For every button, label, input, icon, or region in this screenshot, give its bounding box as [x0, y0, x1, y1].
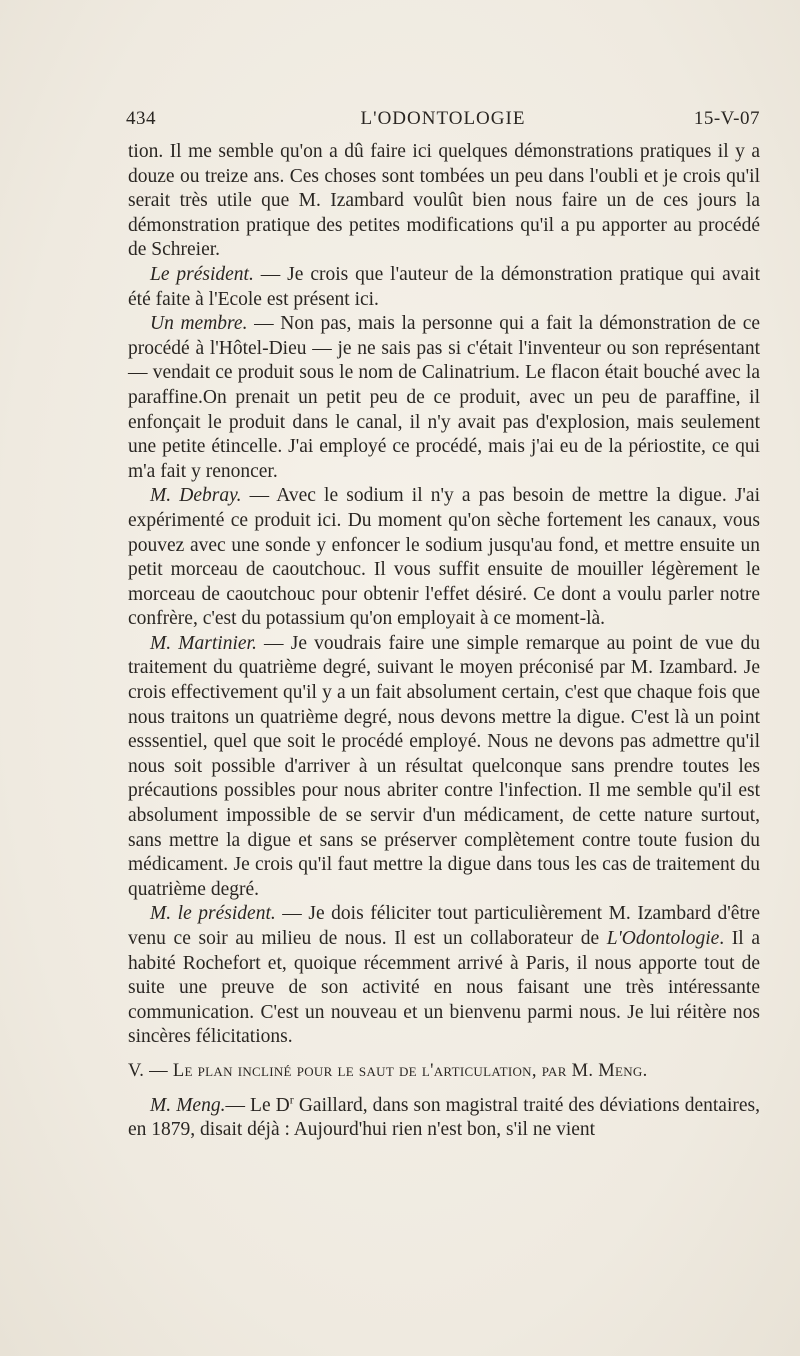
superscript: r — [289, 1092, 294, 1107]
paragraph — [128, 263, 760, 312]
paragraph-text-tail: Gaillard, dans son magistral traité des déviations dentaires, en 1879, disait déjà : Aujourd'hui rien n'est bon, s'il ne vient — [128, 1094, 760, 1141]
paragraph-text: — Je dois féliciter tout particulièrement M. Izambard d'être venu ce soir au milieu de nous. Il est un collaborateur de — [128, 903, 761, 949]
running-header — [126, 108, 760, 136]
speaker-name: Le président. — [150, 263, 254, 285]
paragraph — [128, 140, 760, 263]
paragraph — [128, 1094, 760, 1143]
speaker-name: M. le président. — [150, 903, 276, 925]
paragraph — [128, 632, 760, 903]
speaker-name: M. Meng. — [150, 1094, 226, 1116]
page-number: 434 — [126, 108, 156, 129]
paragraph — [128, 312, 760, 484]
paragraph — [128, 902, 760, 1050]
paragraph-text: — Non pas, mais la personne qui a fait la démonstration de ce procédé à l'Hôtel-Dieu — je ne sais pas si c'était l'inventeur ou son représentant — vendait ce produit sous le nom de Calinatrium. Le flacon était bouché avec la paraffine.On prenait un petit peu de ce produit, avec un peu de paraffine, il enfonçait le produit dans le canal, il n'y avait pas d'explosion, mais seulement une petite étincelle. J'ai employé ce procédé, mais j'ai eu de la périostite, ce qui m'a fait y renoncer. — [128, 313, 761, 482]
speaker-name: M. Debray. — [150, 485, 242, 507]
paragraph — [128, 484, 760, 632]
paragraph-text: — Avec le sodium il n'y a pas besoin de mettre la digue. J'ai expérimenté ce produit ici. Du moment qu'on sèche fortement les canaux, vous pouvez avec une sonde y enfoncer le sodium jusqu'au fond, et mettre ensuite un petit morceau de caoutchouc. Il vous suffit ensuite de mouiller légèrement le morceau de caoutchouc pour obtenir l'effet désiré. Ce dont a voulu parler notre confrère, c'est du potassium qu'on employait à ce moment-là. — [128, 485, 760, 630]
section-heading: V. — Le plan incliné pour le saut de l'articulation, par M. Meng. — [128, 1060, 648, 1081]
journal-title: L'ODONTOLOGIE — [360, 108, 526, 129]
paragraph-text: tion. Il me semble qu'on a dû faire ici quelques démonstrations pratiques il y a douze ou treize ans. Ces choses sont tombées un peu dans l'oubli et je crois qu'il serait très utile que M. Izambard voulût bien nous faire un de ces jours la démonstration pratique des petites modifications qu'il a pu apporter au procédé de Schreier. — [128, 141, 760, 261]
issue-date: 15-V-07 — [693, 108, 760, 129]
speaker-name: Un membre. — [150, 313, 248, 335]
journal-reference: L'Odontologie — [606, 928, 720, 949]
paragraph-text-tail: . Il a habité Rochefort et, quoique récemment arrivé à Paris, il nous apporte tout de suite une preuve de son activité en nous faisant une très intéressante communication. C'est un nouveau et un bienvenu parmi nous. Je lui réitère nos sincères félicitations. — [128, 928, 760, 1048]
paragraph-text: — Je crois que l'auteur de la démonstration pratique qui avait été faite à l'Ecole est présent ici. — [128, 263, 760, 310]
body-text — [128, 140, 760, 1143]
speaker-name: M. Martinier. — [150, 632, 257, 654]
paragraph-text: — Le D — [225, 1094, 290, 1116]
paragraph-text: — Je voudrais faire une simple remarque au point de vue du traitement du quatrième degré, suivant le moyen préconisé par M. Izambard. Je crois effectivement qu'il y a un fait absolument certain, c'est que chaque fois que nous traitons un quatrième degré, nous devons mettre la digue. C'est là un point esssentiel, quel que soit le procédé employé. Nous ne devons pas admettre qu'il nous soit possible d'arriver à un résultat quelconque sans prendre toutes les précautions possibles pour nous abriter contre l'infection. Il me semble qu'il est absolument impossible de se servir d'un médicament, de cette nature surtout, sans mettre la digue et sans se préserver complètement contre toute fusion du médicament. Je crois qu'il faut mettre la digue dans tous les cas de traitement du quatrième degré. — [128, 632, 761, 900]
